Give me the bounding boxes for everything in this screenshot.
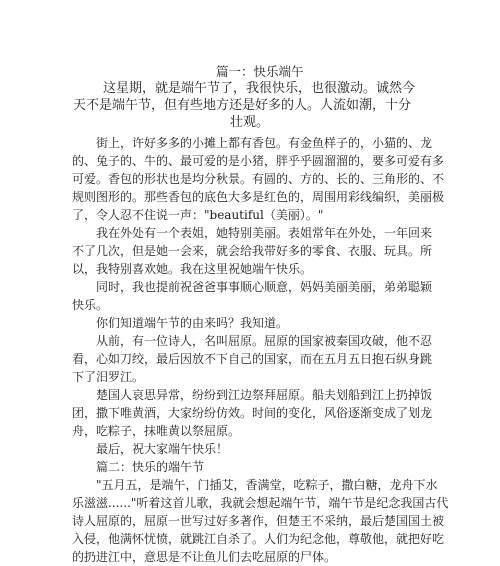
text-line: 楚国人哀思异常，纷纷到江边祭拜屈原。船夫划船到江上扔掉饭	[96, 388, 433, 402]
text-line: 你们知道端午节的由来吗？我知道。	[96, 316, 289, 330]
text-line: 诗人屈原的，屈原一世写过好多著作，但楚王不采纳，最后楚国国土被	[72, 514, 445, 528]
text-line: 我在外处有一个表姐，她特别美丽。表姐常年在外处，一年回来	[96, 226, 433, 240]
text-line: 舟，吃粽子，抹唯黄以祭屈原。	[72, 424, 241, 438]
text-line: 这星期，就是端午节了，我很快乐，也很激动。诚然今	[103, 81, 416, 96]
text-line: 规则图形的。那些香包的底色大多是红色的，周围用彩线编织，美丽极	[72, 190, 445, 204]
text-line: 团，撒下唯黄酒，大家纷纷仿效。时间的变化，风俗逐渐变成了划龙	[72, 406, 433, 420]
text-line: 了，令人忍不住说一声："beautiful（美丽）。"	[72, 208, 324, 222]
text-line: 同时，我也提前祝爸爸事事顺心顺意，妈妈美丽美丽，弟弟聪颖	[96, 280, 433, 294]
text-line: 乐滋滋......"听着这首儿歌，我就会想起端午节，端午节是纪念我国古代	[72, 496, 449, 510]
text-line: 天不是端午节，但有些地方还是好多的人。人流如潮，十分	[73, 98, 412, 113]
text-line: 看，心如刀绞，最后因放不下自己的国家，而在五月五日抱石纵身跳	[72, 352, 433, 366]
text-line: 可爱。香包的形状也是均分秋景。有圆的、方的、长的、三角形的、不	[72, 172, 445, 186]
text-line: 下了汨罗江。	[72, 370, 145, 384]
section-title-2: 篇二：快乐的端午节	[96, 460, 205, 474]
text-line: 的扔进江中，意思是不让鱼儿们去吃屈原的尸体。	[72, 550, 337, 564]
text-line: 最后，祝大家端午快乐！	[96, 442, 229, 456]
text-line: 从前，有一位诗人，名叫屈原。屈原的国家被秦国攻破，他不忍	[96, 334, 433, 348]
text-line: 壮观。	[230, 115, 270, 130]
section-title-1: 篇一：快乐端午	[216, 64, 304, 79]
text-line: 不了几次，但是她一会来，就会给我带好多的零食、衣服、玩具。所	[72, 244, 433, 258]
text-line: 以，我特别喜欢她。我在这里祝她端午快乐。	[72, 262, 313, 276]
text-line: 快乐。	[72, 298, 109, 312]
text-line: 街上，许好多多的小摊上都有香包。有金鱼样子的，小猫的、龙	[96, 136, 433, 150]
text-line: 的、兔子的、牛的、最可爱的是小猪，胖乎乎圆溜溜的，要多可爱有多	[72, 154, 445, 168]
text-line: 入侵，他满怀忧愤，就跳江自杀了。人们为纪念他，尊敬他，就把好吃	[72, 532, 445, 546]
text-line: "五月五，是端午，门插艾，香满堂，吃粽子，撒白糖，龙舟下水	[96, 478, 438, 492]
